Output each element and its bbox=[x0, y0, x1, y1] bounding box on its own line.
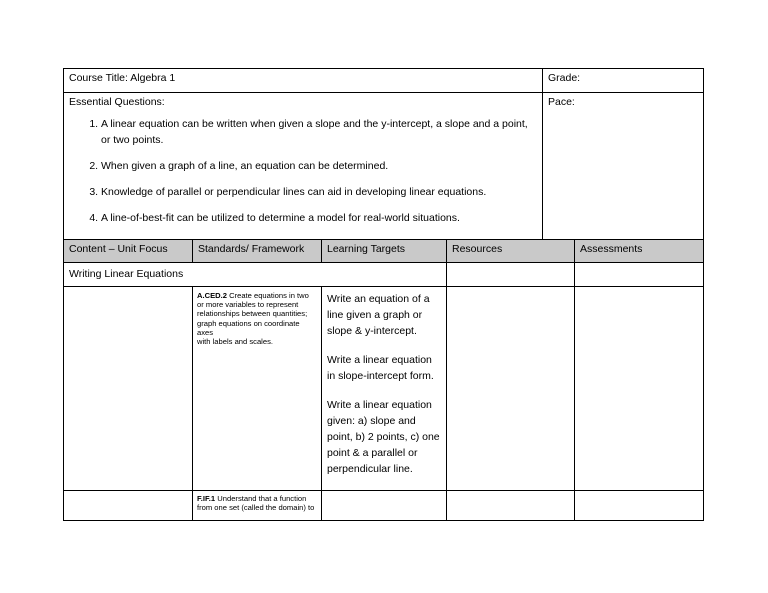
essential-question-2: 2. When given a graph of a line, an equation can be determined. bbox=[101, 158, 537, 174]
col-assessments-header: Assessments bbox=[575, 240, 704, 263]
col-targets-header: Learning Targets bbox=[322, 240, 447, 263]
row2-targets-cell bbox=[322, 491, 447, 521]
standard-1-code: A.CED.2 bbox=[197, 291, 227, 300]
essential-question-1: 1. A linear equation can be written when given a slope and the y-intercept, a slope and a point, or two points. bbox=[101, 116, 537, 148]
standard-row-1 bbox=[64, 287, 704, 491]
essential-questions-cell bbox=[64, 93, 543, 240]
col-content-header: Content – Unit Focus bbox=[64, 240, 193, 263]
row2-resources-cell bbox=[447, 491, 575, 521]
curriculum-document bbox=[63, 68, 703, 521]
row1-assessments-cell bbox=[575, 287, 704, 491]
row1-standard-cell bbox=[193, 287, 322, 491]
essential-questions-list bbox=[69, 116, 537, 226]
course-title: Course Title: Algebra 1 bbox=[64, 69, 543, 93]
standard-2 bbox=[197, 494, 317, 512]
unit-table bbox=[63, 240, 704, 521]
standard-1-text: Create equations in two or more variables to represent relationships between quantities; graph equations on coordinate axes bbox=[197, 291, 309, 337]
row2-standard-cell bbox=[193, 491, 322, 521]
unit-resources-cell bbox=[447, 263, 575, 287]
essential-question-3: 3. Knowledge of parallel or perpendicular lines can aid in developing linear equations. bbox=[101, 184, 537, 200]
row1-targets-cell bbox=[322, 287, 447, 491]
standard-2-text: Understand that a function from one set (called the domain) to bbox=[197, 494, 315, 513]
pace-label: Pace: bbox=[543, 93, 704, 240]
row2-content-cell bbox=[64, 491, 193, 521]
learning-target-1: Write an equation of a line given a graph or slope & y-intercept. bbox=[327, 293, 430, 337]
unit-focus: Writing Linear Equations bbox=[64, 263, 447, 287]
essential-question-4: 4. A line-of-best-fit can be utilized to determine a model for real-world situations. bbox=[101, 210, 537, 226]
row2-assessments-cell bbox=[575, 491, 704, 521]
row1-content-cell bbox=[64, 287, 193, 491]
standard-1 bbox=[197, 291, 317, 337]
essential-questions-label: Essential Questions: bbox=[69, 96, 165, 108]
grade-label: Grade: bbox=[543, 69, 704, 93]
header-table bbox=[63, 68, 704, 240]
column-header-row bbox=[64, 240, 704, 263]
learning-target-3: Write a linear equation given: a) slope and point, b) 2 points, c) one point & a parallel or perpendicular line. bbox=[327, 399, 440, 475]
standard-row-2 bbox=[64, 491, 704, 521]
standard-1-text-continued: with labels and scales. bbox=[197, 337, 273, 347]
col-standards-header: Standards/ Framework bbox=[193, 240, 322, 263]
unit-row bbox=[64, 263, 704, 287]
col-resources-header: Resources bbox=[447, 240, 575, 263]
standard-2-code: F.IF.1 bbox=[197, 494, 216, 503]
learning-target-2: Write a linear equation in slope-intercept form. bbox=[327, 354, 434, 382]
unit-assessments-cell bbox=[575, 263, 704, 287]
row1-resources-cell bbox=[447, 287, 575, 491]
